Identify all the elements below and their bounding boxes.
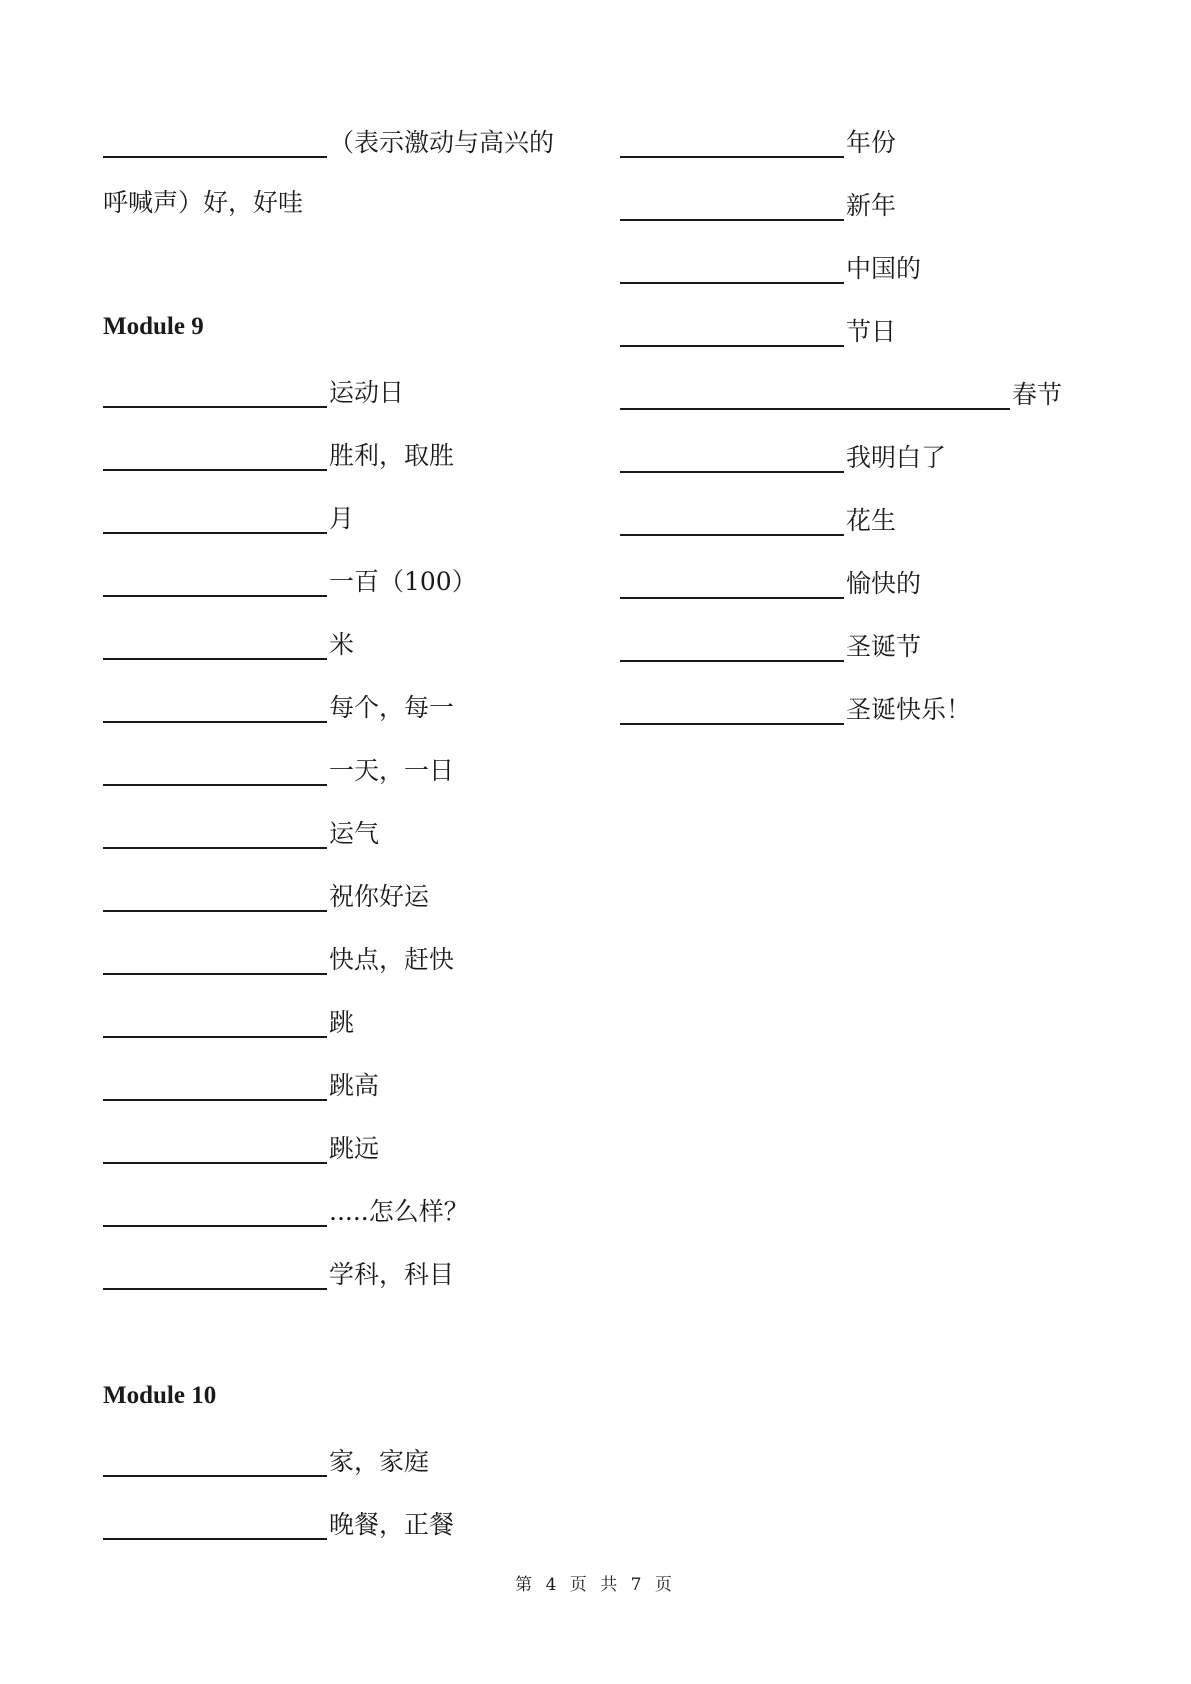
vocab-line: [620, 370, 1062, 410]
vocab-line: [103, 1250, 454, 1290]
module9-heading: Module 9: [103, 313, 204, 340]
vocab-line: [103, 557, 477, 597]
vocab-line: [103, 683, 454, 723]
answer-blank[interactable]: [103, 567, 327, 597]
vocab-meaning: 新年: [846, 191, 897, 220]
vocab-line: [103, 1437, 429, 1477]
vocab-line: [103, 1187, 469, 1227]
intro-text-1: （表示激动与高兴的: [329, 128, 555, 157]
vocab-line: [103, 368, 404, 408]
answer-blank[interactable]: [620, 380, 1010, 410]
vocab-line: [103, 746, 454, 786]
vocab-meaning: 圣诞快乐！: [846, 695, 972, 724]
vocab-meaning: 每个，每一: [329, 693, 455, 722]
vocab-line: [620, 433, 946, 473]
vocab-meaning: 愉快的: [846, 569, 922, 598]
vocab-meaning: 一百（100）: [329, 567, 477, 596]
vocab-meaning: 运气: [329, 819, 380, 848]
vocab-meaning: 节日: [846, 317, 897, 346]
answer-blank[interactable]: [103, 128, 327, 158]
vocab-meaning: 跳远: [329, 1134, 380, 1163]
vocab-line: [103, 809, 379, 849]
vocab-meaning: 晚餐，正餐: [329, 1510, 455, 1539]
vocab-line: [620, 622, 921, 662]
answer-blank[interactable]: [620, 317, 844, 347]
answer-blank[interactable]: [103, 1260, 327, 1290]
vocab-line: [620, 181, 896, 221]
answer-blank[interactable]: [620, 506, 844, 536]
answer-blank[interactable]: [103, 882, 327, 912]
vocab-meaning: 米: [329, 630, 355, 659]
answer-blank[interactable]: [103, 693, 327, 723]
vocab-meaning: 家，家庭: [329, 1447, 430, 1476]
intro-text-2: 呼喊声）好，好哇: [103, 188, 304, 217]
vocab-meaning: 月: [329, 504, 355, 533]
vocab-meaning: 胜利，取胜: [329, 441, 455, 470]
answer-blank[interactable]: [620, 191, 844, 221]
vocab-line: [103, 1061, 379, 1101]
vocab-line: [103, 935, 454, 975]
answer-blank[interactable]: [620, 632, 844, 662]
vocab-meaning: 一天，一日: [329, 756, 455, 785]
answer-blank[interactable]: [103, 819, 327, 849]
vocab-meaning: 跳: [329, 1008, 355, 1037]
answer-blank[interactable]: [103, 378, 327, 408]
vocab-line: [620, 496, 896, 536]
vocab-meaning: 春节: [1012, 380, 1063, 409]
page-footer: 第 4 页 共 7 页: [515, 1575, 676, 1595]
answer-blank[interactable]: [103, 1447, 327, 1477]
answer-blank[interactable]: [620, 569, 844, 599]
answer-blank[interactable]: [103, 945, 327, 975]
vocab-meaning: 花生: [846, 506, 897, 535]
vocab-line: [103, 431, 454, 471]
vocab-meaning: .....怎么样？: [329, 1197, 469, 1226]
answer-blank[interactable]: [620, 695, 844, 725]
vocab-line: [103, 1500, 454, 1540]
answer-blank[interactable]: [103, 441, 327, 471]
answer-blank[interactable]: [103, 1510, 327, 1540]
answer-blank[interactable]: [103, 756, 327, 786]
vocab-line: [620, 685, 971, 725]
answer-blank[interactable]: [103, 1197, 327, 1227]
answer-blank[interactable]: [620, 443, 844, 473]
vocab-meaning: 祝你好运: [329, 882, 430, 911]
vocab-meaning: 圣诞节: [846, 632, 922, 661]
answer-blank[interactable]: [103, 1071, 327, 1101]
vocab-line: [103, 494, 354, 534]
vocab-line: [620, 244, 921, 284]
vocab-meaning: 我明白了: [846, 443, 947, 472]
vocab-line: [103, 1124, 379, 1164]
vocab-meaning: 快点，赶快: [329, 945, 455, 974]
vocab-line: [620, 118, 896, 158]
answer-blank[interactable]: [103, 504, 327, 534]
vocab-meaning: 运动日: [329, 378, 405, 407]
vocab-line: [103, 620, 354, 660]
vocab-meaning: 年份: [846, 128, 897, 157]
vocab-meaning: 学科，科目: [329, 1260, 455, 1289]
vocab-meaning: 中国的: [846, 254, 922, 283]
answer-blank[interactable]: [103, 1134, 327, 1164]
vocab-line: [620, 307, 896, 347]
answer-blank[interactable]: [103, 630, 327, 660]
answer-blank[interactable]: [103, 1008, 327, 1038]
intro-line: [103, 118, 554, 158]
vocab-meaning: 跳高: [329, 1071, 380, 1100]
answer-blank[interactable]: [620, 128, 844, 158]
vocab-line: [103, 872, 429, 912]
vocab-line: [103, 998, 354, 1038]
vocab-line: [620, 559, 921, 599]
answer-blank[interactable]: [620, 254, 844, 284]
module10-heading: Module 10: [103, 1382, 217, 1409]
